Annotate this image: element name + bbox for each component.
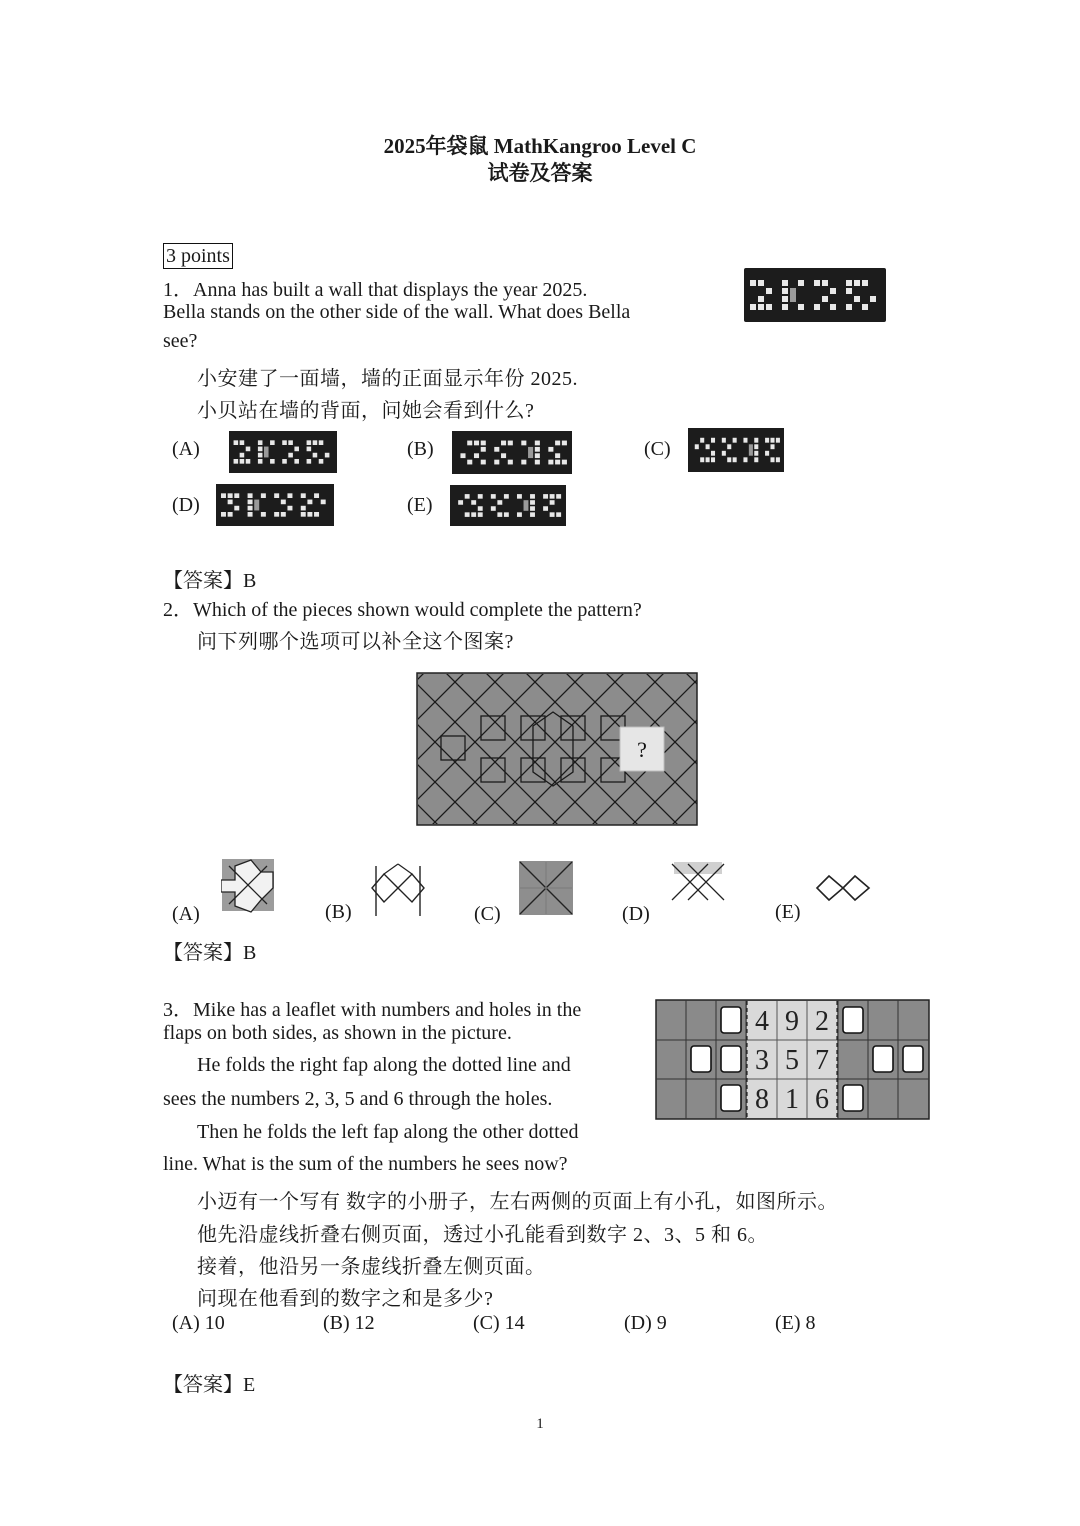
q3-zh-line4: 问现在他看到的数字之和是多少? (197, 1288, 494, 1310)
q1-option-e-label[interactable]: (E) (407, 494, 433, 516)
q3-text-line6: line. What is the sum of the numbers he sees now? (163, 1153, 568, 1175)
q3-answer: 【答案】E (163, 1374, 256, 1396)
q1-option-d-image[interactable] (216, 484, 334, 526)
q1-option-c-label[interactable]: (C) (644, 438, 671, 460)
q3-grid-number: 8 (755, 1084, 769, 1115)
q1-option-a-image[interactable] (229, 431, 337, 473)
q1-zh-line2: 小贝站在墙的背面，问她会看到什么? (197, 400, 535, 422)
page-number: 1 (536, 1416, 544, 1432)
q1-zh-line1: 小安建了一面墙，墙的正面显示年份 2025. (197, 368, 578, 390)
q3-option-b[interactable]: (B) 12 (323, 1312, 375, 1334)
q2-option-c-label[interactable]: (C) (474, 903, 501, 925)
q2-pattern-image (415, 672, 698, 826)
document-title: 2025年袋鼠 MathKangroo Level C (383, 134, 697, 158)
q3-zh-line1: 小迈有一个写有 数字的小册子，左右两侧的页面上有小孔，如图所示。 (197, 1191, 838, 1213)
q2-option-e-label[interactable]: (E) (775, 901, 801, 923)
q1-answer: 【答案】B (163, 570, 257, 592)
q2-option-b-image[interactable] (370, 862, 426, 918)
q1-text-line1: 1．Anna has built a wall that displays the year 2025. (163, 279, 588, 301)
q2-option-e-image[interactable] (815, 872, 871, 904)
q3-option-e[interactable]: (E) 8 (775, 1312, 816, 1334)
q3-grid-number: 4 (755, 1006, 769, 1037)
q1-option-b-image[interactable] (452, 431, 572, 474)
q2-zh-line1: 问下列哪个选项可以补全这个图案? (197, 631, 514, 653)
q3-text-line3: He folds the right fap along the dotted line and (197, 1054, 571, 1076)
q3-option-a[interactable]: (A) 10 (172, 1312, 225, 1334)
q3-zh-line2: 他先沿虚线折叠右侧页面，透过小孔能看到数字 2、3、5 和 6。 (197, 1224, 768, 1246)
q2-question-mark: ? (637, 737, 647, 762)
q1-wall-image (744, 268, 886, 322)
q3-zh-line3: 接着，他沿另一条虚线折叠左侧页面。 (197, 1256, 546, 1278)
q1-text-line3: see? (163, 330, 198, 352)
q3-option-c[interactable]: (C) 14 (473, 1312, 525, 1334)
q3-leaflet-image (655, 999, 930, 1121)
q3-text-line5: Then he folds the left fap along the other dotted (197, 1121, 579, 1143)
q1-option-a-label[interactable]: (A) (172, 438, 200, 460)
document-subtitle: 试卷及答案 (487, 161, 593, 185)
points-label: 3 points (163, 243, 233, 269)
q2-option-c-image[interactable] (518, 860, 574, 916)
q3-grid-number: 7 (815, 1045, 829, 1076)
q2-option-a-label[interactable]: (A) (172, 903, 200, 925)
q2-text-line1: 2．Which of the pieces shown would complete the pattern? (163, 599, 642, 621)
q1-option-b-label[interactable]: (B) (407, 438, 434, 460)
q3-grid-number: 1 (785, 1084, 799, 1115)
q2-option-d-label[interactable]: (D) (622, 903, 650, 925)
q2-option-d-image[interactable] (670, 860, 726, 904)
q2-answer: 【答案】B (163, 942, 257, 964)
q3-text-line4: sees the numbers 2, 3, 5 and 6 through the holes. (163, 1088, 553, 1110)
q2-option-a-image[interactable] (221, 858, 275, 914)
q3-text-line2: flaps on both sides, as shown in the picture. (163, 1022, 512, 1044)
q1-text-line2: Bella stands on the other side of the wall. What does Bella (163, 301, 631, 323)
q3-grid-number: 9 (785, 1006, 799, 1037)
q1-option-e-image[interactable] (450, 485, 566, 526)
q3-option-d[interactable]: (D) 9 (624, 1312, 667, 1334)
q3-grid-number: 5 (785, 1045, 799, 1076)
q2-option-b-label[interactable]: (B) (325, 901, 352, 923)
q3-text-line1: 3．Mike has a leaflet with numbers and holes in the (163, 999, 582, 1021)
q3-grid-number: 2 (815, 1006, 829, 1037)
q3-grid-number: 6 (815, 1084, 829, 1115)
q1-option-c-image[interactable] (688, 428, 784, 472)
q1-option-d-label[interactable]: (D) (172, 494, 200, 516)
q3-grid-number: 3 (755, 1045, 769, 1076)
